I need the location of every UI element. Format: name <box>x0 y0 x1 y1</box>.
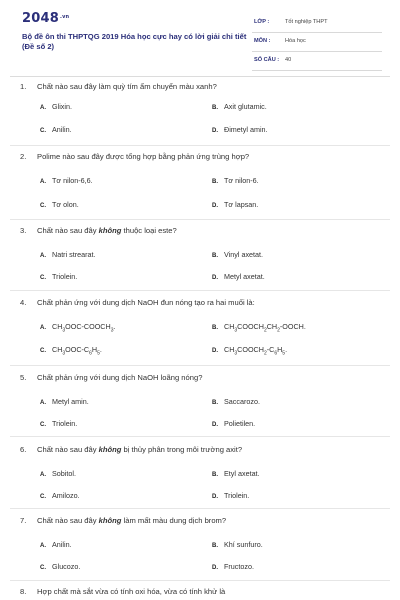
question-separator <box>10 436 390 437</box>
option-d[interactable] <box>212 419 255 428</box>
question-text <box>20 373 202 382</box>
option-letter: C. <box>40 565 46 571</box>
option-text: Triolein. <box>224 491 250 500</box>
document-header <box>0 0 400 68</box>
question-stem: Polime nào sau đây được tổng hợp bằng phản ứng trùng hợp? <box>37 152 250 161</box>
option-letter: B. <box>212 472 218 478</box>
question-emphasis: không <box>98 445 122 454</box>
option-formula: $CH_3OOC-C_6H_5$. <box>52 345 102 357</box>
option-text: Tơ nilon-6,6. <box>52 176 93 185</box>
option-letter: B. <box>212 179 218 185</box>
question-text <box>20 298 255 307</box>
meta-row-count <box>252 52 382 71</box>
meta-label: MÔN : <box>254 38 271 44</box>
option-letter: A. <box>40 253 46 259</box>
option-letter: B. <box>212 543 218 549</box>
option-text: Natri strearat. <box>52 250 96 259</box>
meta-value: Tốt nghiệp THPT <box>285 19 328 25</box>
option-letter: D. <box>212 203 218 209</box>
option-letter: B. <box>212 400 218 406</box>
option-c[interactable] <box>40 272 77 281</box>
logo-suffix: .vn <box>59 14 70 20</box>
option-text: Saccarozo. <box>224 397 260 406</box>
option-c[interactable] <box>40 345 102 356</box>
option-formula: $CH_3COOCH_2CH_2$-OOCH. <box>224 322 306 334</box>
option-b[interactable] <box>212 176 259 185</box>
document-title: Bộ đề ôn thi THPTQG 2019 Hóa học cực hay có lời giải chi tiết (Đề số 2) <box>22 32 247 51</box>
header-divider <box>10 76 390 77</box>
option-text: Triolein. <box>52 419 78 428</box>
option-text: Anilin. <box>52 125 72 134</box>
question-text <box>20 445 242 454</box>
question-number: 4. <box>20 298 27 307</box>
option-text: Tơ olon. <box>52 200 79 209</box>
option-text: Khí sunfuro. <box>224 540 263 549</box>
option-text: Tơ lapsan. <box>224 200 259 209</box>
option-text: Vinyl axetat. <box>224 250 264 259</box>
option-a[interactable] <box>40 102 72 111</box>
option-d[interactable] <box>212 272 265 281</box>
option-text: Glucozo. <box>52 562 81 571</box>
question-separator <box>10 508 390 509</box>
option-letter: D. <box>212 275 218 281</box>
option-letter: D. <box>212 348 218 354</box>
meta-value: Hóa học <box>285 38 306 44</box>
option-letter: D. <box>212 565 218 571</box>
option-text: Tơ nilon-6. <box>224 176 259 185</box>
question-stem: Chất nào sau đây làm quỳ tím ẩm chuyển màu xanh? <box>37 82 217 91</box>
option-b[interactable] <box>212 397 260 406</box>
option-formula: $CH_3OOC-COOCH_3$. <box>52 322 116 334</box>
question-text <box>20 152 249 161</box>
option-a[interactable] <box>40 176 93 185</box>
option-letter: B. <box>212 253 218 259</box>
option-d[interactable] <box>212 491 249 500</box>
option-text: Triolein. <box>52 272 78 281</box>
option-a[interactable] <box>40 322 115 333</box>
option-a[interactable] <box>40 250 96 259</box>
question-separator <box>10 145 390 146</box>
option-c[interactable] <box>40 419 77 428</box>
option-d[interactable] <box>212 125 268 134</box>
option-b[interactable] <box>212 540 263 549</box>
question-separator <box>10 290 390 291</box>
option-formula: $CH_3COOCH_2-C_6H_5$. <box>224 345 288 357</box>
option-text: Glixin. <box>52 102 72 111</box>
option-letter: A. <box>40 105 46 111</box>
option-d[interactable] <box>212 562 254 571</box>
option-text: Sobitol. <box>52 469 76 478</box>
option-text: Amilozo. <box>52 491 80 500</box>
option-b[interactable] <box>212 102 267 111</box>
option-letter: A. <box>40 179 46 185</box>
question-stem: Chất phản ứng với dung dịch NaOH đun nóng tạo ra hai muối là: <box>37 298 255 307</box>
meta-label: SỐ CÂU : <box>254 57 280 63</box>
question-stem-end: thuộc loại este? <box>121 226 177 235</box>
question-number: 6. <box>20 445 27 454</box>
question-emphasis: không <box>98 516 122 525</box>
question-emphasis: không <box>98 226 122 235</box>
option-b[interactable] <box>212 469 260 478</box>
option-a[interactable] <box>40 397 89 406</box>
option-letter: A. <box>40 400 46 406</box>
option-b[interactable] <box>212 322 306 333</box>
option-text: Metyl axetat. <box>224 272 265 281</box>
question-stem: Chất nào sau đây <box>37 445 99 454</box>
option-letter: C. <box>40 422 46 428</box>
option-letter: A. <box>40 543 46 549</box>
option-letter: C. <box>40 494 46 500</box>
site-logo[interactable] <box>22 11 69 26</box>
option-letter: D. <box>212 128 218 134</box>
option-text: Anilin. <box>52 540 72 549</box>
option-letter: A. <box>40 472 46 478</box>
option-text: Etyl axetat. <box>224 469 260 478</box>
question-number: 1. <box>20 82 27 91</box>
question-number: 8. <box>20 587 27 596</box>
question-number: 7. <box>20 516 27 525</box>
question-stem-end: làm mất màu dung dịch brom? <box>121 516 227 525</box>
option-text: Đimetyl amin. <box>224 125 268 134</box>
option-letter: C. <box>40 203 46 209</box>
question-separator <box>10 580 390 581</box>
meta-label: LỚP : <box>254 19 270 25</box>
meta-row-class <box>252 14 382 33</box>
option-letter: C. <box>40 128 46 134</box>
question-text <box>20 587 225 596</box>
question-stem: Hợp chất mà sắt vừa có tính oxi hóa, vừa có tính khử là <box>37 587 226 596</box>
option-c[interactable] <box>40 562 80 571</box>
option-letter: D. <box>212 422 218 428</box>
option-c[interactable] <box>40 125 72 134</box>
question-text <box>20 226 177 235</box>
option-c[interactable] <box>40 200 79 209</box>
question-separator <box>10 365 390 366</box>
question-text <box>20 516 226 525</box>
question-number: 5. <box>20 373 27 382</box>
option-letter: C. <box>40 275 46 281</box>
option-text: Axit glutamic. <box>224 102 267 111</box>
option-d[interactable] <box>212 345 287 356</box>
option-letter: A. <box>40 325 46 331</box>
option-letter: D. <box>212 494 218 500</box>
meta-row-subject <box>252 33 382 52</box>
question-stem: Chất nào sau đây <box>37 226 99 235</box>
option-text: Fructozo. <box>224 562 254 571</box>
question-number: 3. <box>20 226 27 235</box>
question-separator <box>10 219 390 220</box>
option-a[interactable] <box>40 469 76 478</box>
question-number: 2. <box>20 152 27 161</box>
document-meta <box>252 14 382 71</box>
option-text: Polietilen. <box>224 419 256 428</box>
logo-text: 2048 <box>22 11 59 26</box>
option-c[interactable] <box>40 491 80 500</box>
question-stem: Chất phản ứng với dung dịch NaOH loãng nóng? <box>37 373 203 382</box>
option-letter: B. <box>212 105 218 111</box>
option-b[interactable] <box>212 250 263 259</box>
option-letter: C. <box>40 348 46 354</box>
option-d[interactable] <box>212 200 258 209</box>
option-letter: B. <box>212 325 218 331</box>
question-stem: Chất nào sau đây <box>37 516 99 525</box>
meta-value: 40 <box>285 57 292 63</box>
option-a[interactable] <box>40 540 72 549</box>
question-stem-end: bị thủy phân trong môi trường axit? <box>121 445 243 454</box>
option-text: Metyl amin. <box>52 397 89 406</box>
question-text <box>20 82 217 91</box>
